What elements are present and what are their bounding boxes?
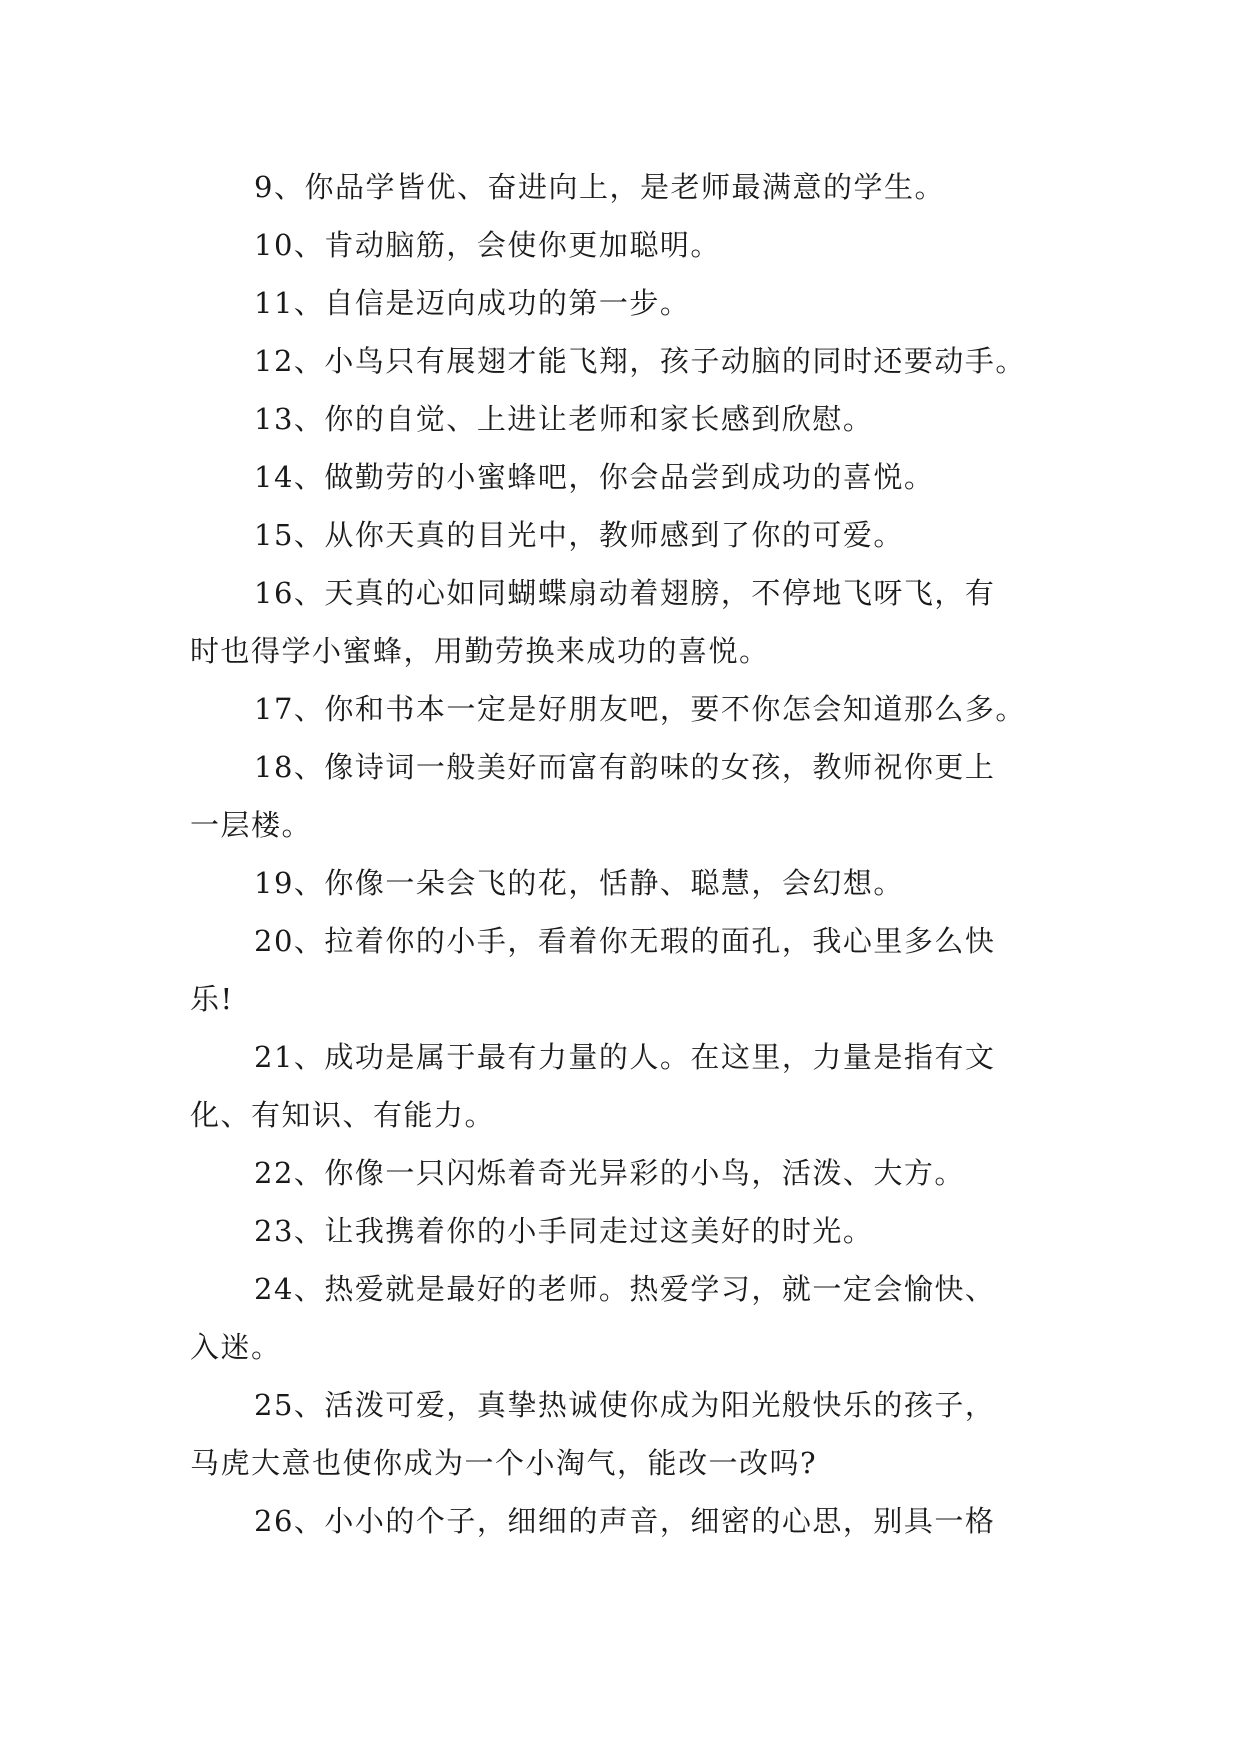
list-item-21: 21、成功是属于最有力量的人。在这里，力量是指有文 bbox=[254, 1040, 996, 1074]
list-item-16-continued: 时也得学小蜜蜂，用勤劳换来成功的喜悦。 bbox=[190, 634, 770, 668]
list-item-26: 26、小小的个子，细细的声音，细密的心思，别具一格 bbox=[254, 1504, 996, 1538]
list-item-9: 9、你品学皆优、奋进向上，是老师最满意的学生。 bbox=[254, 170, 945, 204]
list-item-20-continued: 乐! bbox=[190, 982, 234, 1016]
list-item-12: 12、小鸟只有展翅才能飞翔，孩子动脑的同时还要动手。 bbox=[254, 344, 1026, 378]
list-item-18: 18、像诗词一般美好而富有韵味的女孩，教师祝你更上 bbox=[254, 750, 996, 784]
list-item-17: 17、你和书本一定是好朋友吧，要不你怎会知道那么多。 bbox=[254, 692, 1026, 726]
list-item-15: 15、从你天真的目光中，教师感到了你的可爱。 bbox=[254, 518, 904, 552]
list-item-24-continued: 入迷。 bbox=[190, 1330, 282, 1364]
list-item-19: 19、你像一朵会飞的花，恬静、聪慧，会幻想。 bbox=[254, 866, 904, 900]
list-item-23: 23、让我携着你的小手同走过这美好的时光。 bbox=[254, 1214, 874, 1248]
list-item-16: 16、天真的心如同蝴蝶扇动着翅膀，不停地飞呀飞，有 bbox=[254, 576, 996, 610]
list-item-18-continued: 一层楼。 bbox=[190, 808, 313, 842]
list-item-21-continued: 化、有知识、有能力。 bbox=[190, 1098, 496, 1132]
list-item-20: 20、拉着你的小手，看着你无瑕的面孔，我心里多么快 bbox=[254, 924, 996, 958]
list-item-10: 10、肯动脑筋，会使你更加聪明。 bbox=[254, 228, 721, 262]
list-item-11: 11、自信是迈向成功的第一步。 bbox=[254, 286, 691, 320]
list-item-22: 22、你像一只闪烁着奇光异彩的小鸟，活泼、大方。 bbox=[254, 1156, 965, 1190]
list-item-13: 13、你的自觉、上进让老师和家长感到欣慰。 bbox=[254, 402, 874, 436]
list-item-24: 24、热爱就是最好的老师。热爱学习，就一定会愉快、 bbox=[254, 1272, 996, 1306]
list-item-14: 14、做勤劳的小蜜蜂吧，你会品尝到成功的喜悦。 bbox=[254, 460, 935, 494]
list-item-25-continued: 马虎大意也使你成为一个小淘气，能改一改吗? bbox=[190, 1446, 818, 1480]
list-item-25: 25、活泼可爱，真挚热诚使你成为阳光般快乐的孩子， bbox=[254, 1388, 996, 1422]
